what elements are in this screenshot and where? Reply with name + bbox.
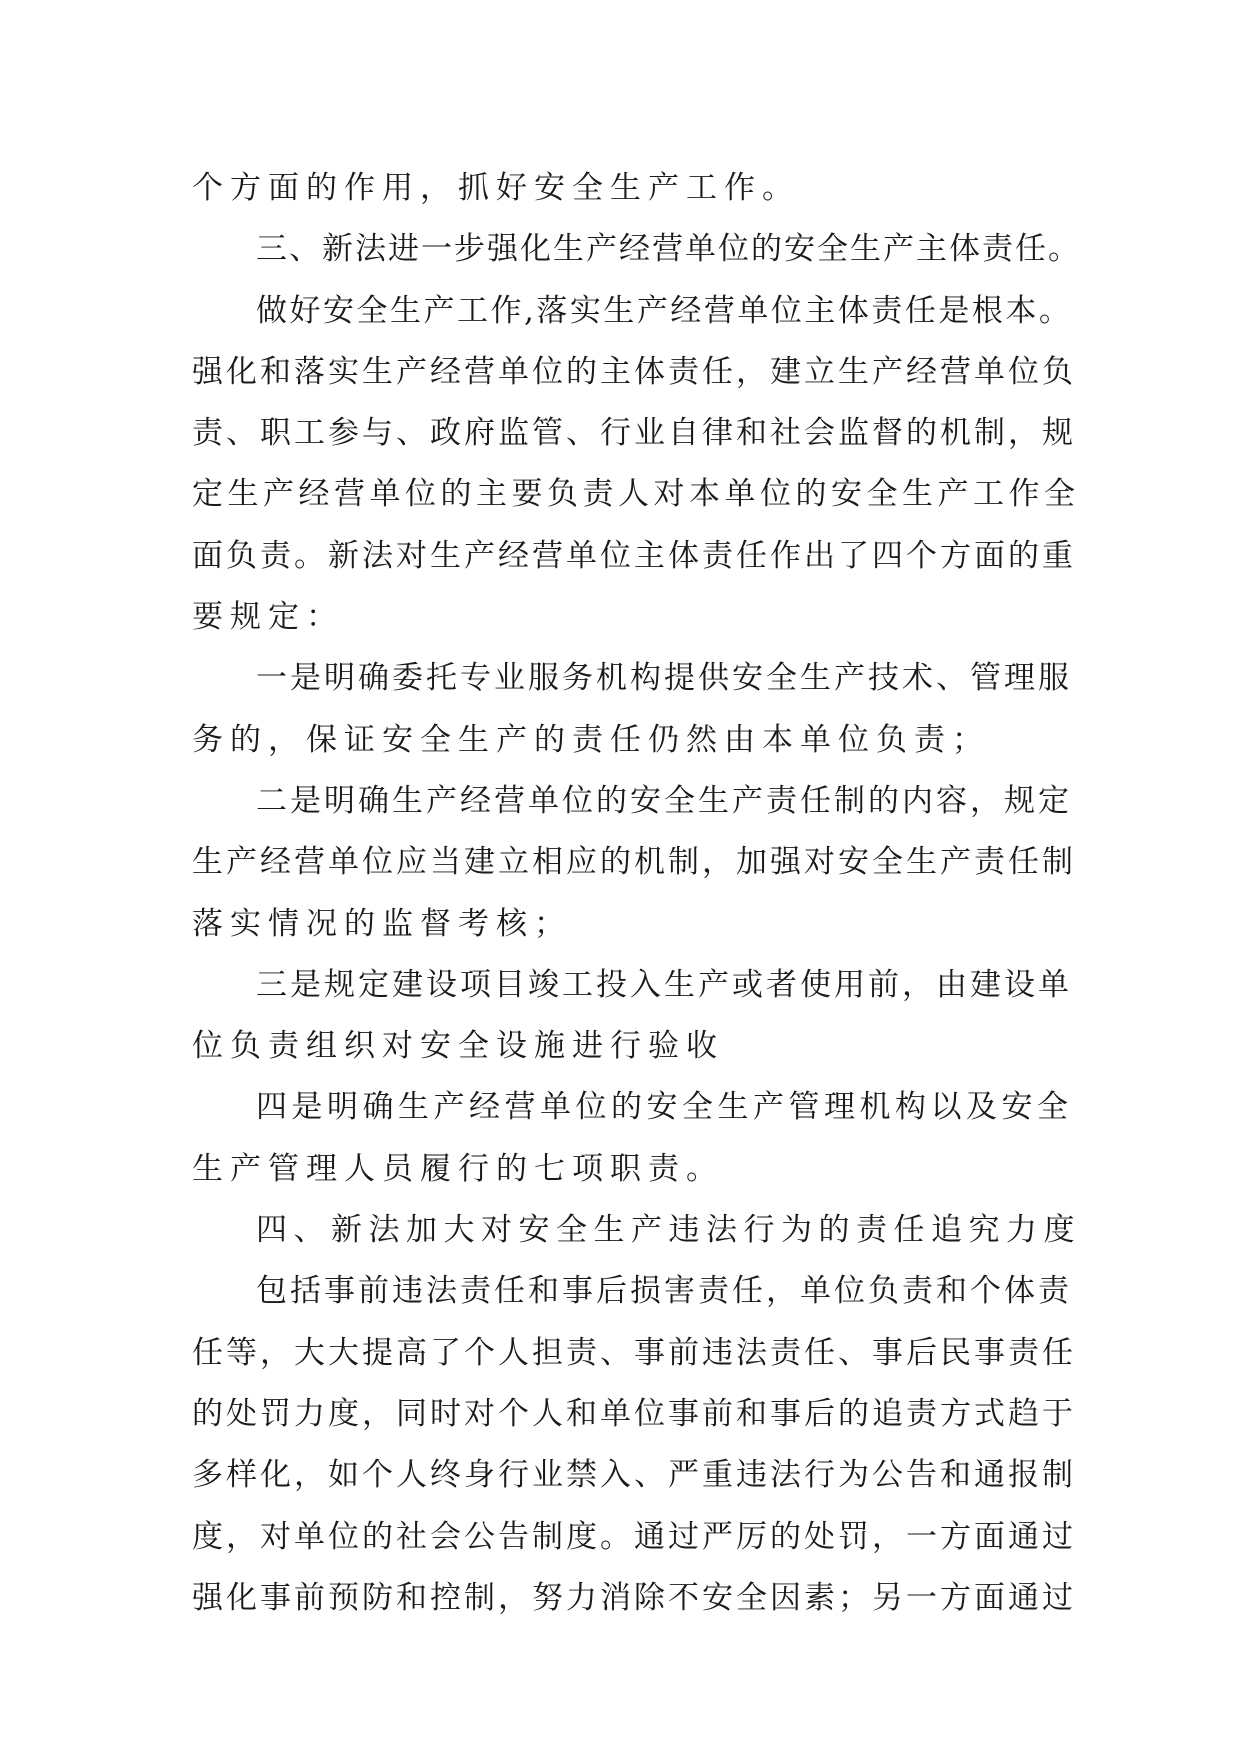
text-line: 一是明确委托专业服务机构提供安全生产技术、管理服 bbox=[256, 660, 1072, 697]
text-line: 要规定： bbox=[192, 599, 344, 636]
text-line: 度，对单位的社会公告制度。通过严厉的处罚，一方面通过 bbox=[192, 1518, 1076, 1555]
text-line: 生产经营单位应当建立相应的机制，加强对安全生产责任制 bbox=[192, 844, 1076, 881]
text-line: 四、新法加大对安全生产违法行为的责任追究力度 bbox=[256, 1212, 1081, 1249]
text-line: 位负责组织对安全设施进行验收 bbox=[192, 1028, 724, 1065]
text-line: 做好安全生产工作,落实生产经营单位主体责任是根本。 bbox=[256, 292, 1073, 329]
text-line: 的处罚力度，同时对个人和单位事前和事后的追责方式趋于 bbox=[192, 1395, 1076, 1432]
text-line: 二是明确生产经营单位的安全生产责任制的内容，规定 bbox=[256, 782, 1072, 819]
text-line: 三是规定建设项目竣工投入生产或者使用前，由建设单 bbox=[256, 966, 1072, 1003]
text-line: 包括事前违法责任和事后损害责任，单位负责和个体责 bbox=[256, 1273, 1072, 1310]
text-line: 落实情况的监督考核； bbox=[192, 905, 572, 942]
text-line: 面负责。新法对生产经营单位主体责任作出了四个方面的重 bbox=[192, 537, 1076, 574]
text-line: 任等，大大提高了个人担责、事前违法责任、事后民事责任 bbox=[192, 1334, 1076, 1371]
text-line: 生产管理人员履行的七项职责。 bbox=[192, 1150, 724, 1187]
document-body bbox=[192, 158, 1082, 1629]
text-line: 强化事前预防和控制，努力消除不安全因素；另一方面通过 bbox=[192, 1579, 1076, 1616]
text-line: 强化和落实生产经营单位的主体责任，建立生产经营单位负 bbox=[192, 353, 1076, 390]
text-line: 多样化，如个人终身行业禁入、严重违法行为公告和通报制 bbox=[192, 1457, 1076, 1494]
text-line: 定生产经营单位的主要负责人对本单位的安全生产工作全 bbox=[192, 476, 1080, 513]
text-line: 四是明确生产经营单位的安全生产管理机构以及安全 bbox=[256, 1089, 1073, 1126]
text-line: 个方面的作用，抓好安全生产工作。 bbox=[192, 170, 800, 206]
text-line: 三、新法进一步强化生产经营单位的安全生产主体责任。 bbox=[256, 231, 1081, 268]
text-line: 责、职工参与、政府监管、行业自律和社会监督的机制，规 bbox=[192, 415, 1076, 452]
text-line: 务的，保证安全生产的责任仍然由本单位负责； bbox=[192, 721, 990, 758]
